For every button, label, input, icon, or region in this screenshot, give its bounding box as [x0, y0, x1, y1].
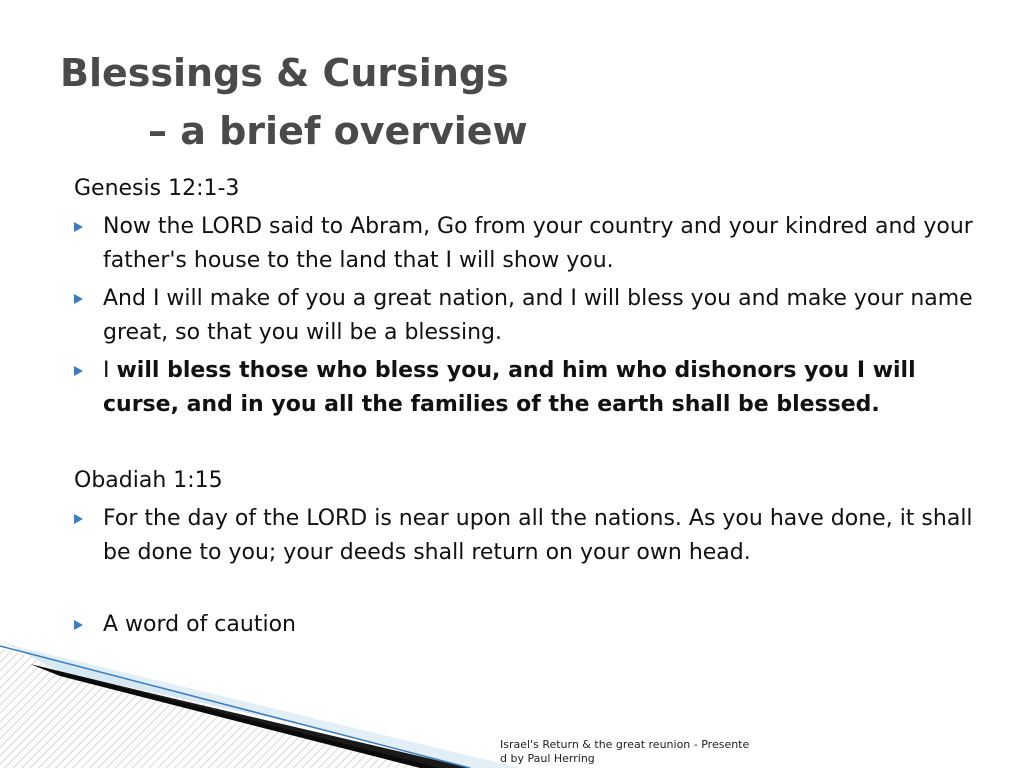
- bullet-arrow-icon: [74, 620, 83, 630]
- title-line-2: – a brief overview: [148, 109, 528, 153]
- section-heading-genesis: Genesis 12:1-3: [74, 176, 240, 201]
- slide-title: [60, 44, 960, 160]
- bullet-bold-text: will bless those who bless you, and him who dishonors you I will curse, and in you all the families of the earth shall be blessed.: [103, 358, 916, 417]
- bullet-text: And I will make of you a great nation, and I will bless you and make your name great, so that you will be a blessing.: [103, 286, 973, 345]
- bullet-text: A word of caution: [103, 612, 296, 637]
- slide-footer: Israel's Return & the great reunion - Presented by Paul Herring: [500, 738, 750, 765]
- bullet-item: [74, 354, 974, 422]
- slide-content: [74, 172, 974, 646]
- bullet-text: [103, 506, 973, 565]
- spacer: [74, 574, 974, 608]
- title-line-1: Blessings & Cursings: [60, 51, 509, 95]
- bullet-arrow-icon: [74, 294, 83, 304]
- bullet-item: [74, 502, 974, 570]
- spacer: [74, 426, 974, 464]
- bullet-item: [74, 210, 974, 278]
- section-heading-obadiah: Obadiah 1:15: [74, 468, 223, 493]
- bullet-prefix: I: [103, 358, 117, 383]
- bullet-text-emphasis: [103, 358, 916, 417]
- bullet-body: For the day of the LORD is near upon all the nations. As you have done, it shall be done to you; your deeds shall return on your own head.: [103, 506, 973, 565]
- bullet-text: Now the LORD said to Abram, Go from your country and your kindred and your father's house to the land that I will show you.: [103, 214, 973, 273]
- bullet-arrow-icon: [74, 514, 83, 524]
- bullet-item: [74, 608, 974, 642]
- bullet-arrow-icon: [74, 366, 83, 376]
- bullet-arrow-icon: [74, 222, 83, 232]
- bullet-item: [74, 282, 974, 350]
